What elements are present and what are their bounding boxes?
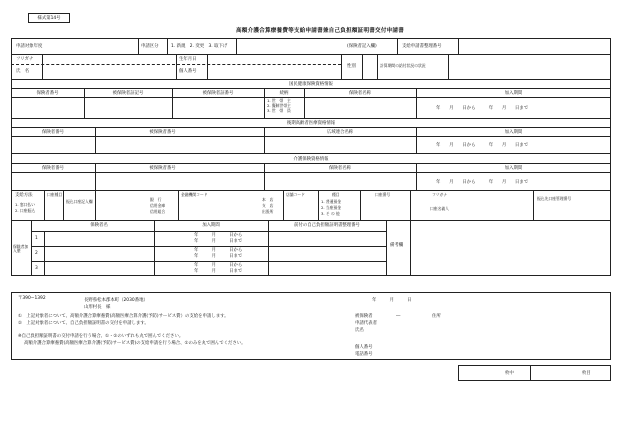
hist-note-col: 備考欄: [390, 243, 404, 248]
insurer-entry-label: (保険者記入欄): [347, 44, 377, 49]
name-label: 氏 名: [16, 69, 30, 74]
elder-period: 年 月 日から 年 月 日まで: [436, 143, 529, 148]
hist-side-label: 保険者加入歴: [13, 244, 29, 254]
acct-type-label: 口座種目: [47, 192, 63, 197]
care-col-4: 加入期間: [504, 166, 523, 171]
credit-bank-label: 信用金庫: [150, 203, 166, 208]
ins-period: 年 月 日から 年 月 日まで: [436, 106, 529, 111]
hist-cert-col: 前付の自己負担額証明書整理番号: [294, 223, 360, 228]
care-col-2: 被保険者番号: [149, 166, 176, 171]
hist-row-3-from: 年 月 日から: [194, 263, 243, 268]
transfer-mgmt-label: 振込先口座管理番号: [537, 196, 572, 201]
hist-row-3-num: 3: [35, 266, 38, 271]
furigana-label: フリガナ: [16, 57, 34, 62]
store-code-label: 店舗コード: [286, 192, 305, 197]
hist-row-2-num: 2: [35, 251, 38, 256]
hist-row-2-from: 年 月 日から: [194, 248, 243, 253]
applicant-label: 申請代表者: [355, 321, 377, 326]
notice-1[interactable]: ① 上記対象者について、高額介護合算療養費(高額医療合算介護(予防)サービス費）の支給を申請します。: [18, 314, 229, 319]
plan-status-label: 計算期間の給付状況の状況: [380, 63, 426, 68]
mayor-address: 長野県松本郡本町（2030番地）: [84, 298, 148, 303]
ins-col-3: 被保険者証番号: [202, 91, 234, 96]
elder-col-3: 広域連合名称: [326, 130, 354, 135]
hist-name-col: 保険者名: [90, 223, 108, 228]
apply-date: 年 月 日: [372, 298, 412, 303]
notice-2[interactable]: ② 上記対象者について、自己負担額証明書の交付を申請します。: [18, 321, 149, 326]
notice-3: ※自己負担額証明書の交付申請を行う場合、①・②のいずれも丸で囲んでください。: [18, 334, 184, 339]
care-section-header: 介護保険資格情報: [293, 157, 329, 162]
applicant-name-label: 氏名: [355, 328, 364, 333]
acct-no-label: 口座番号: [375, 192, 391, 197]
hist-row-1-from: 年 月 日から: [194, 233, 243, 238]
elder-section-header: 後期高齢者医療資格情報: [286, 121, 336, 126]
acct-entry-label: 振込口座記入欄: [66, 199, 93, 204]
hist-row-1-num: 1: [35, 236, 38, 241]
category-label: 申請区分: [141, 44, 159, 49]
personal-no-label: 個人番号: [179, 69, 197, 74]
ins-col-5: 保険者名称: [349, 91, 371, 96]
relation-3[interactable]: 3. 世 帯 員: [267, 108, 291, 113]
insured-label: 被保険者: [355, 314, 373, 319]
kind-3[interactable]: 3. そ の 他: [321, 211, 340, 216]
ins-section-header: 国民健康保険資格情報: [289, 82, 333, 87]
care-col-1: 保険者番号: [42, 166, 64, 171]
kind-2[interactable]: 2. 当座預金: [321, 205, 342, 210]
mayor-name: 山形村長 様: [84, 305, 111, 310]
hist-row-2-to: 年 月 日まで: [194, 254, 243, 259]
branch-main-label: 本 店: [262, 197, 274, 202]
credit-union-label: 信用組合: [150, 209, 166, 214]
page-title: 高額介護合算療養費等支給申請書兼自己負担額証明書交付申請書: [235, 28, 405, 34]
relation-2[interactable]: 2. 擬制世帯主: [267, 103, 291, 108]
holder-label: 口座名義人: [430, 206, 449, 211]
notice-4: 高額介護合算療養費(高額医療合算介護(予防)サービス費)の支給申請を行う場合、①のみを丸で囲んでください。: [24, 341, 246, 346]
form-number: 様式第14号: [37, 15, 61, 21]
gender-label: 性別: [347, 64, 356, 69]
ins-col-4: 続柄: [279, 91, 289, 96]
kind-label: 種目: [332, 192, 340, 197]
hist-row-1-to: 年 月 日まで: [194, 239, 243, 244]
target-year-label: 申請対象年度: [16, 44, 43, 49]
ins-col-6: 加入期間: [504, 91, 523, 96]
page-total-label: 枚中: [505, 371, 514, 376]
phone-label: 電話番号: [355, 352, 373, 357]
inst-code-label: 金融機関コード: [181, 192, 208, 197]
relation-1[interactable]: 1. 世 帯 主: [267, 98, 291, 103]
postal-code: 〒390−1392: [18, 296, 46, 301]
branch-sub-label: 支 店: [262, 203, 274, 208]
pay-method-2[interactable]: 2. 口座振込: [15, 208, 36, 213]
care-period: 年 月 日から 年 月 日まで: [436, 180, 529, 185]
branch-office-label: 出張所: [262, 209, 274, 214]
hist-row-3-to: 年 月 日まで: [194, 269, 243, 274]
elder-col-4: 加入期間: [504, 130, 523, 135]
care-col-3: 保険者名称: [329, 166, 351, 171]
elder-col-2: 被保険者番号: [149, 130, 176, 135]
personal-number-label: 個人番号: [355, 345, 373, 350]
category-options[interactable]: 1. 新規 2. 変更 3. 取下げ: [171, 44, 228, 49]
page-current-label: 枚目: [582, 371, 591, 376]
holder-furigana-label: フリガナ: [432, 192, 447, 197]
ins-col-1: 保険者番号: [36, 91, 59, 96]
address-label: 住所: [432, 314, 441, 319]
hist-period-col: 加入期間: [202, 223, 220, 228]
insured-dash: ―: [396, 314, 401, 319]
pay-method-label: 支給方法: [15, 193, 33, 198]
birth-label: 生年月日: [179, 57, 197, 62]
pay-method-1[interactable]: 1. 窓口払い: [15, 202, 36, 207]
elder-col-1: 保険者番号: [42, 130, 64, 135]
kind-1[interactable]: 1. 普通預金: [321, 199, 342, 204]
support-number-label: 支給申請書整理番号: [402, 44, 442, 49]
bank-label: 銀 行: [150, 197, 162, 202]
ins-col-2: 被保険者証記号: [112, 91, 144, 96]
